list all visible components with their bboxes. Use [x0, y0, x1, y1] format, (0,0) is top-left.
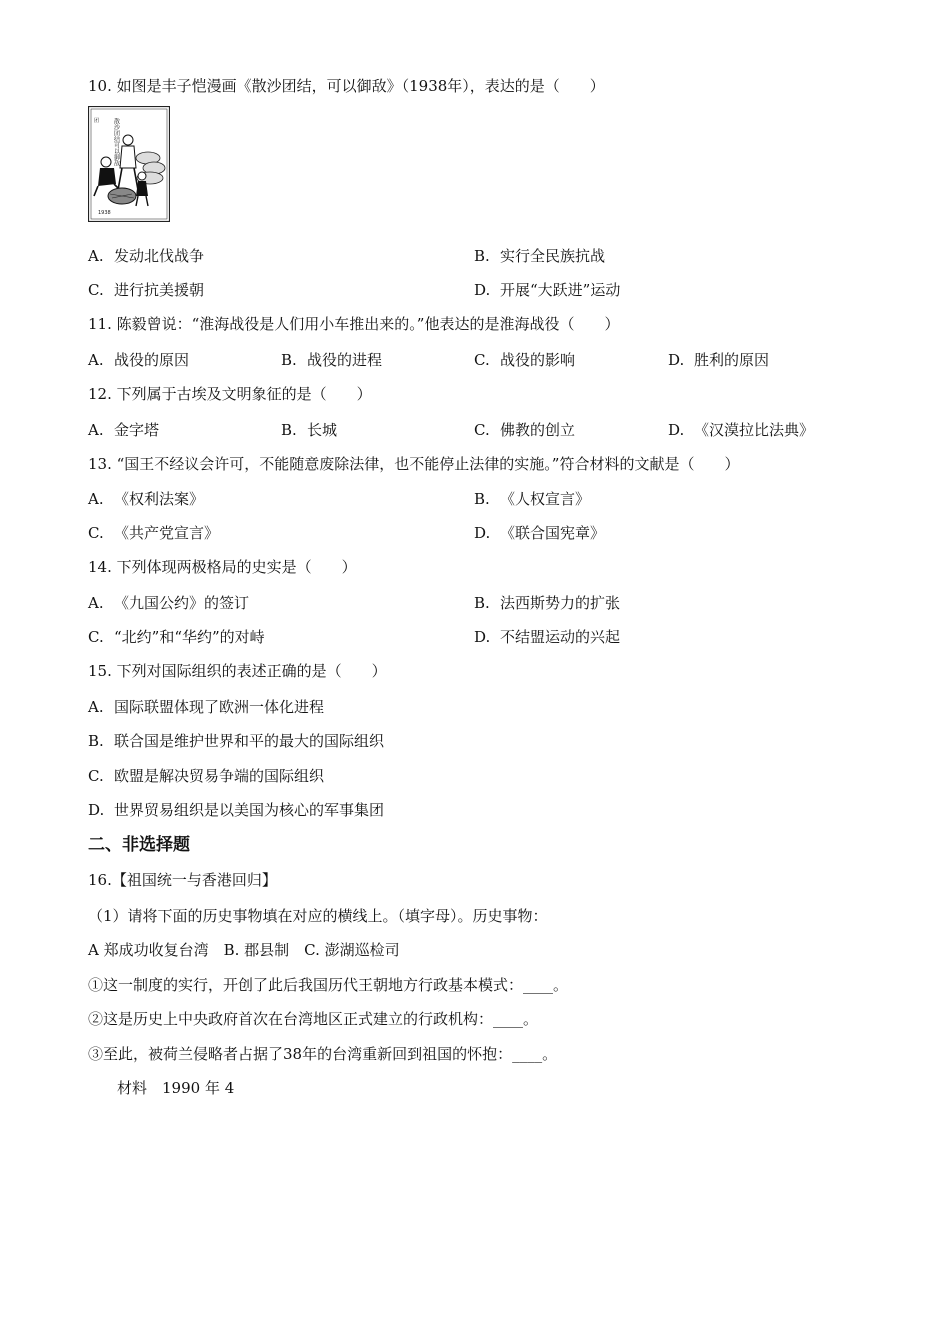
q11-option-d[interactable] [668, 350, 769, 370]
option-text: 开展“大跃进”运动 [500, 281, 621, 299]
option-letter: B. [474, 247, 490, 265]
question-16-title: 16.【祖国统一与香港回归】 [88, 871, 277, 889]
option-letter: A. [88, 490, 104, 508]
option-letter: A. [88, 421, 104, 439]
q12-option-b[interactable] [281, 420, 337, 440]
option-letter: A. [88, 698, 104, 716]
q10-option-a[interactable] [88, 246, 204, 266]
fill-blank-2: ②这是历史上中央政府首次在台湾地区正式建立的行政机构：____。 [88, 1010, 539, 1028]
option-text: 实行全民族抗战 [500, 247, 606, 265]
question-15-stem: 15. 下列对国际组织的表述正确的是（ ） [88, 662, 387, 680]
option-letter: A. [88, 247, 104, 265]
option-letter: D. [474, 524, 491, 542]
option-letter: C. [88, 767, 104, 785]
option-letter: C. [474, 351, 490, 369]
option-text: 胜利的原因 [694, 351, 770, 369]
q11-option-c[interactable] [474, 350, 575, 370]
q11-option-a[interactable] [88, 350, 189, 370]
option-letter: D. [474, 628, 491, 646]
section-heading: 二、非选择题 [88, 835, 190, 855]
q11-option-b[interactable] [281, 350, 382, 370]
option-text: 佛教的创立 [500, 421, 576, 439]
option-text: 进行抗美援朝 [114, 281, 205, 299]
material-line: 材料 1990 年 4 [117, 1079, 235, 1097]
option-text: 欧盟是解决贸易争端的国际组织 [114, 767, 325, 785]
q12-option-a[interactable] [88, 420, 159, 440]
q13-option-d[interactable] [474, 523, 605, 543]
question-16-part1: （1）请将下面的历史事物填在对应的横线上。（填字母）。历史事物： [88, 907, 548, 925]
q15-option-a[interactable] [88, 697, 324, 717]
cartoon-title-text [113, 117, 120, 167]
q12-option-d[interactable] [668, 420, 814, 440]
question-10-stem: 10. 如图是丰子恺漫画《散沙团结，可以御敌》（1938年），表达的是（ ） [88, 77, 605, 95]
option-text: 《联合国宪章》 [500, 524, 606, 542]
option-letter: A. [88, 594, 104, 612]
option-text: 《九国公约》的签订 [114, 594, 250, 612]
q13-option-c[interactable] [88, 523, 219, 543]
option-text: 《共产党宣言》 [114, 524, 220, 542]
question-16-choices: A 郑成功收复台湾 B. 郡县制 C. 澎湖巡检司 [88, 941, 400, 959]
question-11-stem: 11. 陈毅曾说：“淮海战役是人们用小车推出来的。”他表达的是淮海战役（ ） [88, 315, 620, 333]
option-letter: D. [88, 801, 105, 819]
option-letter: B. [281, 351, 297, 369]
q14-option-d[interactable] [474, 627, 620, 647]
q15-option-b[interactable] [88, 731, 384, 751]
option-text: 《汉漠拉比法典》 [694, 421, 815, 439]
question-14-stem: 14. 下列体现两极格局的史实是（ ） [88, 558, 357, 576]
q10-option-b[interactable] [474, 246, 605, 266]
option-text: 金字塔 [114, 421, 160, 439]
option-letter: B. [88, 732, 104, 750]
q15-option-c[interactable] [88, 766, 324, 786]
q15-option-d[interactable] [88, 800, 384, 820]
option-letter: C. [88, 281, 104, 299]
option-text: 国际联盟体现了欧洲一体化进程 [114, 698, 325, 716]
option-text: 联合国是维护世界和平的最大的国际组织 [114, 732, 385, 750]
option-letter: B. [474, 594, 490, 612]
fill-blank-1: ①这一制度的实行，开创了此后我国历代王朝地方行政基本模式：____。 [88, 976, 569, 994]
option-letter: D. [668, 421, 685, 439]
option-letter: C. [88, 524, 104, 542]
option-letter: A. [88, 351, 104, 369]
option-text: 发动北伐战争 [114, 247, 205, 265]
option-letter: C. [88, 628, 104, 646]
cartoon-year-caption: 1938 [98, 210, 111, 216]
q10-option-d[interactable] [474, 280, 620, 300]
option-text: 长城 [307, 421, 338, 439]
question-12-stem: 12. 下列属于古埃及文明象征的是（ ） [88, 385, 372, 403]
q12-option-c[interactable] [474, 420, 575, 440]
q10-option-c[interactable] [88, 280, 204, 300]
cartoon-image [88, 106, 170, 222]
option-text: 《权利法案》 [114, 490, 205, 508]
q14-option-a[interactable] [88, 593, 249, 613]
option-letter: D. [474, 281, 491, 299]
option-text: “北约”和“华约”的对峙 [114, 628, 265, 646]
question-13-stem: 13. “国王不经议会许可，不能随意废除法律，也不能停止法律的实施。”符合材料的文献是（ ） [88, 455, 740, 473]
option-text: 世界贸易组织是以美国为核心的军事集团 [114, 801, 385, 819]
option-text: 不结盟运动的兴起 [500, 628, 621, 646]
svg-text:团: 团 [94, 118, 100, 124]
fill-blank-3: ③至此，被荷兰侵略者占据了38年的台湾重新回到祖国的怀抱：____。 [88, 1045, 558, 1063]
option-letter: C. [474, 421, 490, 439]
q14-option-c[interactable] [88, 627, 265, 647]
option-text: 战役的影响 [500, 351, 576, 369]
option-text: 《人权宣言》 [500, 490, 591, 508]
svg-text:散沙团结可以御敌: 散沙团结可以御敌 [112, 118, 120, 166]
option-text: 法西斯势力的扩张 [500, 594, 621, 612]
option-text: 战役的进程 [307, 351, 383, 369]
q13-option-a[interactable] [88, 489, 204, 509]
option-letter: B. [474, 490, 490, 508]
option-letter: D. [668, 351, 685, 369]
q14-option-b[interactable] [474, 593, 620, 613]
option-letter: B. [281, 421, 297, 439]
q13-option-b[interactable] [474, 489, 590, 509]
option-text: 战役的原因 [114, 351, 190, 369]
